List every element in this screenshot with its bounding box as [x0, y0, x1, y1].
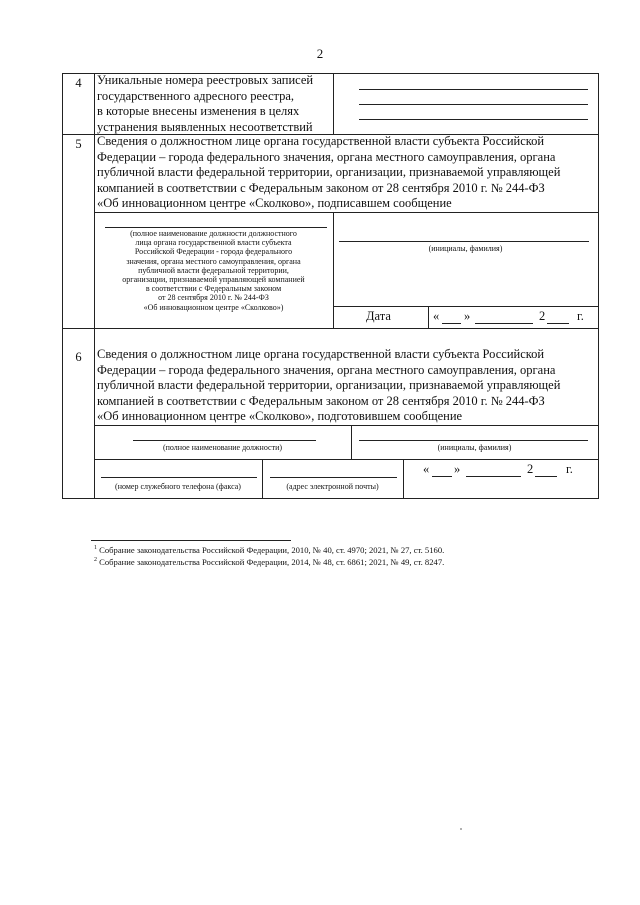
date-month-line[interactable] [466, 476, 521, 477]
date-quote-open: « [433, 309, 440, 323]
row6-inner-divider [94, 459, 598, 460]
row6-text: Сведения о должностном лице органа государственной власти субъекта Российской [97, 347, 545, 361]
email-line[interactable] [270, 477, 397, 478]
phone-caption: (номер служебного телефона (факса) [115, 482, 241, 491]
column-divider [403, 459, 404, 498]
row4-text: государственного адресного реестра, [97, 88, 295, 103]
date-quote-open: « [423, 462, 430, 476]
preparer-position-line[interactable] [133, 440, 316, 441]
row6-inner-divider [94, 425, 598, 426]
row4-text: устранения выявленных несоответствий [97, 119, 313, 134]
phone-line[interactable] [101, 477, 257, 478]
column-divider [333, 74, 334, 134]
notification-form-table: 4 Уникальные номера реестровых записей государственного адресного реестра, в которые внесены изменения в целях устранения выявленных несоответствий 5 Сведения о должностном лице органа государственной власти субъекта Российской Федерации – города федерального значения, органа местного самоуправления, органа публичной власти федеральной территории, организации, признаваемой управляющей компанией в соответствии с Федеральным законом от 28 сентября 2010 г. № 244-ФЗ «Об инновационном центре «Сколково», подписавшем сообщение (полное наименование должности должностного лица органа государственной власти субъекта Российской Федерации - города федерального значения, органа местного самоуправления, органа публичной власти федеральной территории, организации, признаваемой управляющей компанией в соответствии с Федеральным законом от 28 сентября 2010 г. № 244-ФЗ «Об инновационном центре «Сколково») (инициалы, фамилия) Дата « » 2 г. 6 Сведения о должностном лице органа государственной власти субъекта Российской Федерации – города федерального значения, органа местного самоуправления, органа публичной власти федеральной территории, организации, признаваемой управляющей компанией в соответствии с Федеральным законом от 28 сентября 2010 г. № 244-ФЗ «Об инновационном центре «Сколково», подготовившем сообщение (полное наименование должности) (инициалы, фамилия) (номер служебного телефона (факса) (адрес электронной почты) « » 2 г. [62, 73, 599, 499]
date-year-line[interactable] [547, 323, 569, 324]
column-divider [333, 212, 334, 328]
preparer-name-line[interactable] [359, 440, 588, 441]
signer-name-line[interactable] [339, 241, 589, 242]
date-quote-close: » [464, 309, 471, 323]
row6-text: публичной власти федеральной территории, организации, признаваемой управляющей [97, 378, 561, 392]
signature-date-divider [333, 306, 598, 307]
date-day-line[interactable] [442, 323, 461, 324]
date-year-prefix: 2 [527, 462, 534, 476]
date-day-line[interactable] [432, 476, 452, 477]
footnote: $^2$ Собрание законодательства Российской Федерации, 2014, № 48, ст. 6861; 2021, № 49, ст. 8247. [94, 557, 445, 567]
row6-text: «Об инновационном центре «Сколково», подготовившем сообщение [97, 409, 463, 423]
row-divider [63, 328, 598, 329]
row5-text: компанией в соответствии с Федеральным законом от 28 сентября 2010 г. № 244-ФЗ [97, 180, 545, 195]
registry-number-line[interactable] [359, 89, 588, 90]
preparer-name-caption: (инициалы, фамилия) [437, 443, 512, 452]
row5-text: «Об инновационном центре «Сколково», подписавшем сообщение [97, 196, 452, 210]
row6-text: компанией в соответствии с Федеральным законом от 28 сентября 2010 г. № 244-ФЗ [97, 393, 545, 408]
registry-number-line[interactable] [359, 119, 588, 120]
date-year-prefix: 2 [539, 309, 546, 323]
row6-text: Федерации – города федерального значения, органа местного самоуправления, органа [97, 362, 556, 377]
signer-position-line[interactable] [105, 227, 327, 228]
date-quote-close: » [454, 462, 461, 476]
registry-number-line[interactable] [359, 104, 588, 105]
column-divider [428, 306, 429, 328]
preparer-position-caption: (полное наименование должности) [162, 443, 283, 452]
date-label: Дата [366, 309, 391, 323]
date-year-line[interactable] [535, 476, 557, 477]
row4-text: в которые внесены изменения в целях [97, 104, 300, 118]
date-year-suffix: г. [566, 462, 573, 476]
date-year-suffix: г. [577, 309, 584, 323]
footnote: $^1$ Собрание законодательства Российской Федерации, 2010, № 40, ст. 4970; 2021, № 27, ст. 5160. [94, 545, 445, 555]
row4-text: Уникальные номера реестровых записей [97, 73, 314, 87]
column-divider [351, 425, 352, 459]
row-number: 6 [75, 350, 82, 364]
row-number: 5 [75, 137, 82, 151]
row5-text: Сведения о должностном лице органа государственной власти субъекта Российской [97, 134, 545, 148]
row-number: 4 [75, 76, 82, 90]
date-month-line[interactable] [475, 323, 533, 324]
row5-text: Федерации – города федерального значения, органа местного самоуправления, органа [97, 149, 556, 164]
column-divider [262, 459, 263, 498]
row5-inner-divider [94, 212, 598, 213]
signer-name-caption: (инициалы, фамилия) [428, 244, 503, 253]
email-caption: (адрес электронной почты) [286, 482, 379, 491]
row5-text: публичной власти федеральной территории, организации, признаваемой управляющей [97, 165, 561, 179]
page-number: 2 [316, 46, 324, 61]
footnote-separator [91, 540, 291, 541]
scan-artifact [460, 828, 462, 830]
